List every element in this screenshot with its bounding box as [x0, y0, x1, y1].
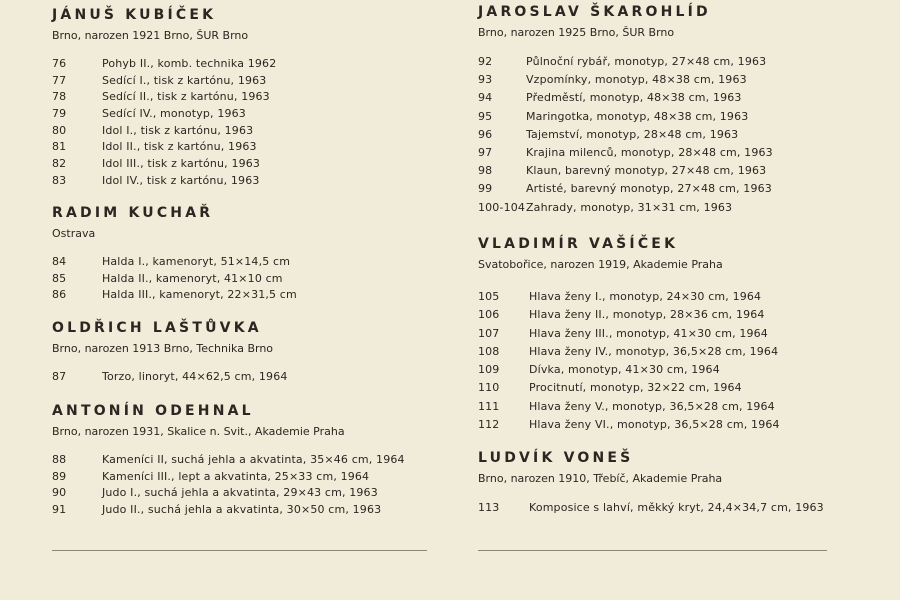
work-description: Sedící IV., monotyp, 1963 — [102, 107, 246, 121]
work-item — [478, 162, 878, 180]
work-number: 85 — [52, 271, 67, 285]
work-description: Půlnoční rybář, monotyp, 27×48 cm, 1963 — [526, 55, 767, 68]
work-number: 106 — [478, 308, 500, 322]
works-list — [52, 56, 432, 190]
artist-info: Brno, narozen 1913 Brno, Technika Brno — [52, 342, 274, 355]
artist-name: VLADIMÍR VAŠÍČEK — [478, 236, 679, 252]
work-number: 113 — [478, 501, 500, 514]
work-description: Hlava ženy IV., monotyp, 36,5×28 cm, 1964 — [529, 344, 779, 358]
work-item — [478, 108, 878, 126]
work-number: 92 — [478, 55, 493, 68]
work-number: 77 — [52, 73, 67, 87]
work-description: Krajina milenců, monotyp, 28×48 cm, 1963 — [526, 145, 773, 159]
work-description: Idol IV., tisk z kartónu, 1963 — [102, 173, 260, 187]
work-item — [52, 254, 432, 271]
work-number: 88 — [52, 453, 67, 466]
artist-entry-kubicek — [52, 5, 432, 190]
artist-info: Brno, narozen 1921 Brno, ŠUR Brno — [52, 29, 249, 42]
artist-entry-kuchar — [52, 203, 432, 304]
work-number: 90 — [52, 486, 67, 500]
work-description: Torzo, linoryt, 44×62,5 cm, 1964 — [102, 370, 288, 383]
work-description: Hlava ženy III., monotyp, 41×30 cm, 1964 — [529, 326, 768, 340]
work-number: 100-104 — [478, 200, 526, 214]
work-item — [52, 485, 432, 502]
work-item — [52, 139, 432, 156]
work-description: Kameníci II, suchá jehla a akvatinta, 35×46 cm, 1964 — [102, 453, 405, 466]
work-item — [52, 73, 432, 90]
work-description: Artisté, barevný monotyp, 27×48 cm, 1963 — [526, 182, 772, 196]
artist-name: JÁNUŠ KUBÍČEK — [52, 7, 217, 23]
work-item — [52, 369, 432, 386]
work-description: Klaun, barevný monotyp, 27×48 cm, 1963 — [526, 164, 767, 178]
work-number: 86 — [52, 288, 67, 302]
work-number: 110 — [478, 381, 500, 395]
artist-info: Brno, narozen 1910, Třebíč, Akademie Praha — [478, 472, 723, 485]
artist-name: LUDVÍK VONEŠ — [478, 450, 634, 466]
works-list — [478, 500, 878, 516]
work-description: Vzpomínky, monotyp, 48×38 cm, 1963 — [526, 73, 747, 87]
artist-name: ANTONÍN ODEHNAL — [52, 403, 254, 419]
work-item — [52, 56, 432, 73]
work-item — [478, 288, 878, 306]
works-list — [52, 452, 432, 519]
work-item — [478, 53, 878, 71]
work-description: Idol III., tisk z kartónu, 1963 — [102, 157, 261, 171]
work-description: Procitnutí, monotyp, 32×22 cm, 1964 — [529, 381, 742, 395]
work-number: 112 — [478, 418, 500, 432]
work-item — [478, 343, 878, 361]
divider-line-right — [478, 550, 827, 551]
work-number: 84 — [52, 255, 67, 268]
work-description: Komposice s lahví, měkký kryt, 24,4×34,7 cm, 1963 — [529, 501, 824, 514]
work-number: 111 — [478, 399, 500, 413]
divider-line-left — [52, 550, 427, 551]
work-item — [478, 71, 878, 89]
work-item — [478, 144, 878, 162]
work-number: 80 — [52, 123, 67, 137]
work-description: Sedící I., tisk z kartónu, 1963 — [102, 73, 267, 87]
work-item — [478, 126, 878, 144]
artist-entry-skarohlid — [478, 2, 878, 217]
work-item — [478, 199, 878, 217]
work-item — [478, 361, 878, 379]
work-item — [478, 89, 878, 107]
artist-info: Brno, narozen 1925 Brno, ŠUR Brno — [478, 26, 675, 39]
work-number: 81 — [52, 140, 67, 154]
artist-info: Ostrava — [52, 227, 96, 240]
work-number: 95 — [478, 109, 493, 123]
work-description: Tajemství, monotyp, 28×48 cm, 1963 — [526, 127, 739, 141]
artist-entry-odehnal — [52, 401, 432, 519]
work-number: 107 — [478, 326, 500, 340]
work-description: Hlava ženy I., monotyp, 24×30 cm, 1964 — [529, 290, 762, 303]
work-number: 78 — [52, 90, 67, 104]
work-number: 105 — [478, 290, 500, 303]
work-number: 97 — [478, 145, 493, 159]
works-list — [52, 254, 432, 304]
work-number: 76 — [52, 57, 67, 70]
work-item — [52, 123, 432, 140]
work-number: 94 — [478, 91, 493, 105]
artist-entry-lastuvka — [52, 318, 432, 386]
work-description: Maringotka, monotyp, 48×38 cm, 1963 — [526, 109, 749, 123]
artist-entry-vasicek — [478, 234, 878, 434]
work-item — [52, 502, 432, 519]
work-description: Halda III., kamenoryt, 22×31,5 cm — [102, 288, 297, 302]
artist-info: Svatobořice, narozen 1919, Akademie Praha — [478, 258, 723, 271]
work-number: 93 — [478, 73, 493, 87]
work-number: 82 — [52, 157, 67, 171]
work-description: Hlava ženy VI., monotyp, 36,5×28 cm, 1964 — [529, 418, 780, 432]
work-number: 108 — [478, 344, 500, 358]
work-description: Idol I., tisk z kartónu, 1963 — [102, 123, 254, 137]
work-number: 96 — [478, 127, 493, 141]
work-item — [478, 306, 878, 324]
work-description: Idol II., tisk z kartónu, 1963 — [102, 140, 257, 154]
work-number: 79 — [52, 107, 67, 121]
work-item — [478, 500, 878, 516]
works-list — [478, 53, 878, 217]
work-description: Dívka, monotyp, 41×30 cm, 1964 — [529, 363, 720, 377]
work-item — [478, 325, 878, 343]
work-number: 83 — [52, 173, 67, 187]
work-item — [478, 398, 878, 416]
work-number: 98 — [478, 164, 493, 178]
work-item — [52, 173, 432, 190]
work-item — [52, 271, 432, 288]
work-description: Halda II., kamenoryt, 41×10 cm — [102, 271, 283, 285]
work-item — [478, 379, 878, 397]
work-description: Sedící II., tisk z kartónu, 1963 — [102, 90, 270, 104]
work-item — [52, 469, 432, 486]
work-item — [52, 106, 432, 123]
work-item — [52, 452, 432, 469]
works-list — [52, 369, 432, 386]
work-item — [52, 89, 432, 106]
work-number: 99 — [478, 182, 493, 196]
work-description: Kameníci III., lept a akvatinta, 25×33 cm, 1964 — [102, 469, 370, 483]
work-number: 91 — [52, 503, 67, 517]
work-description: Pohyb II., komb. technika 1962 — [102, 57, 277, 70]
work-number: 89 — [52, 469, 67, 483]
work-description: Hlava ženy V., monotyp, 36,5×28 cm, 1964 — [529, 399, 775, 413]
work-number: 87 — [52, 370, 67, 383]
work-description: Předměstí, monotyp, 48×38 cm, 1963 — [526, 91, 742, 105]
works-list — [478, 288, 878, 434]
work-number: 109 — [478, 363, 500, 377]
work-item — [52, 156, 432, 173]
work-description: Hlava ženy II., monotyp, 28×36 cm, 1964 — [529, 308, 765, 322]
artist-name: OLDŘICH LAŠTŮVKA — [52, 320, 262, 336]
work-description: Zahrady, monotyp, 31×31 cm, 1963 — [526, 200, 733, 214]
work-item — [478, 416, 878, 434]
artist-info: Brno, narozen 1931, Skalice n. Svit., Akademie Praha — [52, 425, 345, 438]
artist-entry-vones — [478, 448, 878, 516]
artist-name: JAROSLAV ŠKAROHLÍD — [478, 4, 711, 20]
work-item — [478, 180, 878, 198]
work-description: Judo I., suchá jehla a akvatinta, 29×43 cm, 1963 — [102, 486, 378, 500]
work-item — [52, 287, 432, 304]
work-description: Judo II., suchá jehla a akvatinta, 30×50 cm, 1963 — [102, 503, 382, 517]
work-description: Halda I., kamenoryt, 51×14,5 cm — [102, 255, 291, 268]
artist-name: RADIM KUCHAŘ — [52, 205, 214, 221]
